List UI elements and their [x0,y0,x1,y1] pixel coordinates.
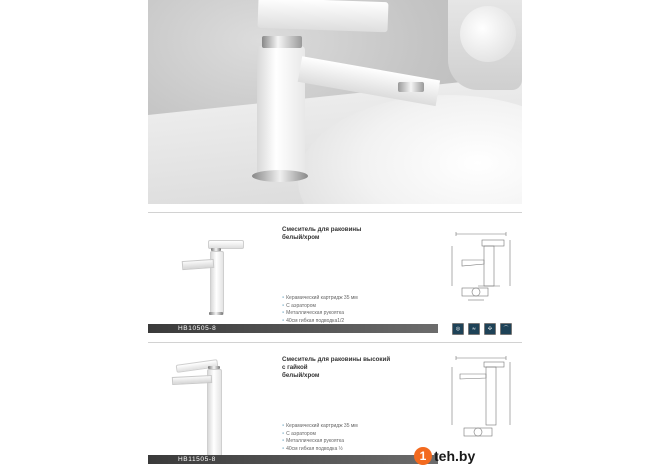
section-divider [148,342,522,343]
teh-by-watermark [414,445,475,467]
product-2-technical-drawing [448,354,518,444]
product-1-technical-drawing [448,230,518,310]
feature-item: ● 40см гибкая подводка ½ [282,445,358,453]
product-2-title-line: с гайкой [282,364,308,371]
product-1-icons [452,323,512,335]
product-1-title [282,226,361,242]
cartridge-icon: ◎ [452,323,464,335]
product-2-title [282,356,390,380]
product-2-code: HB11505-8 [178,456,216,463]
water-icon: ≈ [468,323,480,335]
feature-item: ● Керамический картридж 35 мм [282,294,358,302]
product-1-image [178,240,248,320]
hero-bottle [460,6,516,62]
product-2-title-line: белый/хром [282,372,320,379]
hero-faucet-base [252,170,308,182]
watermark-text: teh.by [434,448,476,464]
product-2-title-line: Смеситель для раковины высокий [282,356,391,363]
feature-item: ● С аэратором [282,430,358,438]
feature-item: ● С аэратором [282,302,358,310]
hero-faucet-handle [258,0,389,32]
feature-item: ● Металлическая рукоятка [282,437,358,445]
product-1-title-line: белый/хром [282,234,320,241]
product-1-code: HB10505-8 [178,325,217,332]
hose-icon: ⌒ [500,323,512,335]
product-2-image [170,360,250,460]
hero-faucet-body [257,46,305,176]
product-1-features [282,294,358,324]
feature-item: ● Керамический картридж 35 мм [282,422,358,430]
hero-photo [148,0,522,204]
product-2-features [282,422,358,452]
aerator-icon: ✣ [484,323,496,335]
product-1-title-line: Смеситель для раковины [282,226,362,233]
watermark-logo-icon: 1 [414,447,432,465]
hero-faucet-chrome [262,36,302,48]
hero-faucet-tip [398,82,424,92]
feature-item: ● Металлическая рукоятка [282,309,358,317]
section-divider [148,212,522,213]
feature-item: ● 40см гибкая подводка1/2 [282,317,358,325]
